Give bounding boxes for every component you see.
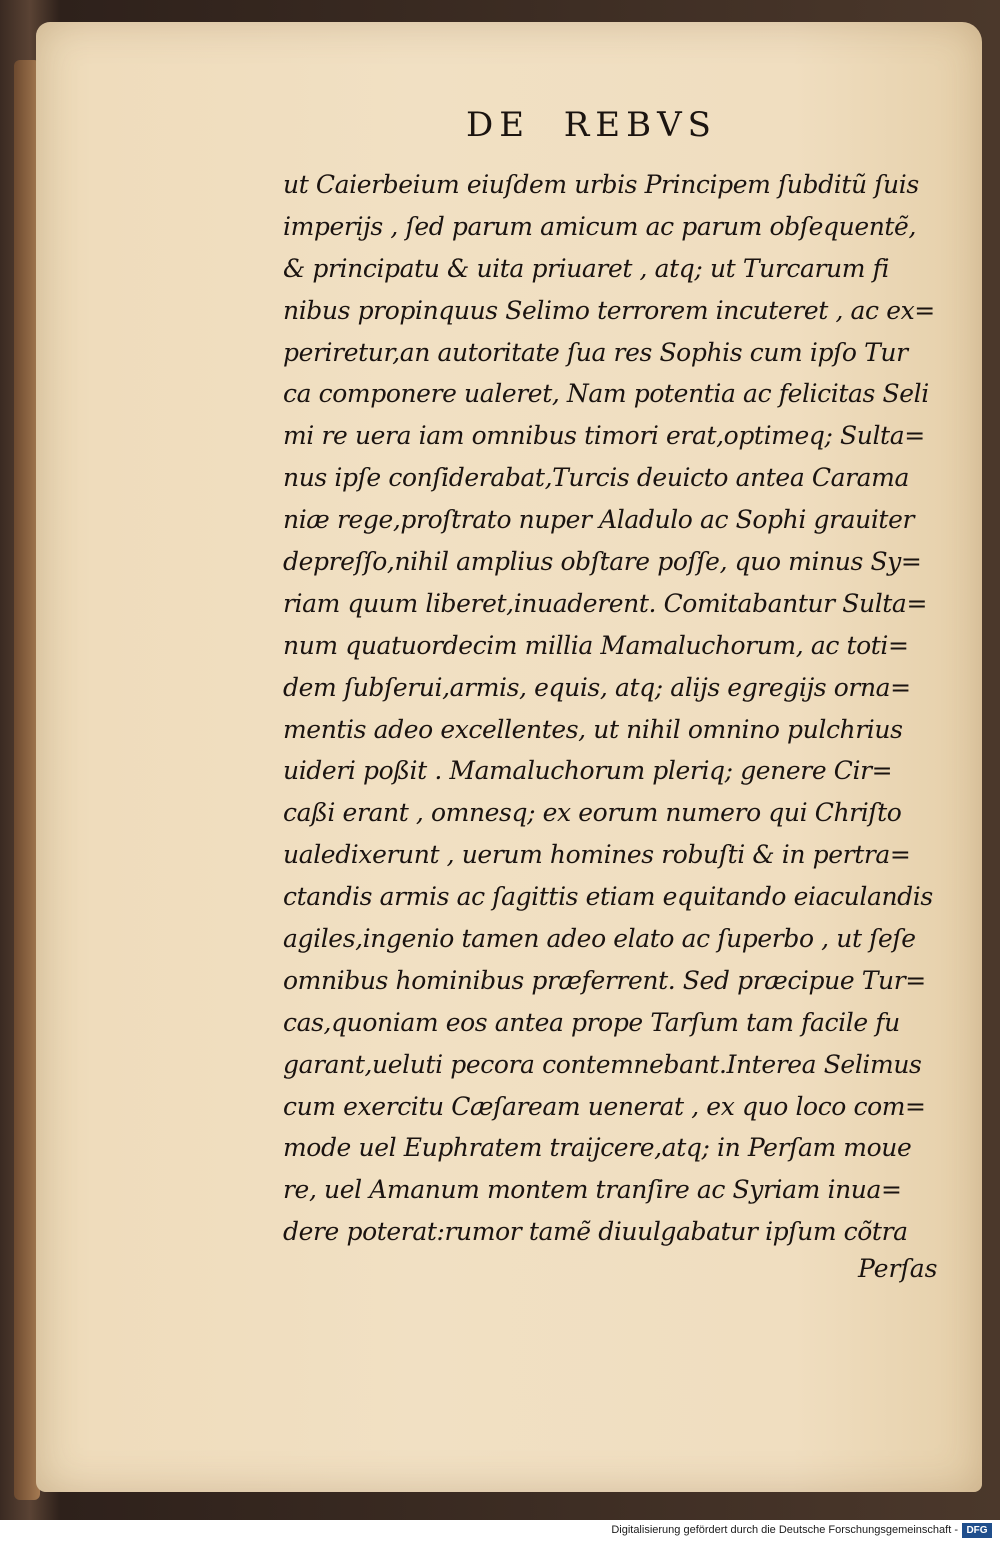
text-line: periretur,an autoritate ſua res Sophis cum ipſo Tur — [283, 337, 908, 367]
text-line: mentis adeo excellentes, ut nihil omnino pulchrius — [283, 714, 903, 744]
text-line: caßi erant , omnesq; ex eorum numero qui Chriſto — [283, 798, 902, 828]
text-line: dem ſubſerui,armis, equis, atq; alijs egregijs orna= — [283, 672, 911, 702]
footer-bar — [0, 1520, 1000, 1543]
text-line: niæ rege,proſtrato nuper Aladulo ac Sophi grauiter — [283, 505, 915, 535]
text-line: ualedixerunt , uerum homines robuſti & in pertra= — [283, 840, 911, 870]
funding-credit: Digitalisierung gefördert durch die Deutsche Forschungsgemeinschaft - — [611, 1524, 958, 1536]
text-line: ctandis armis ac ſagittis etiam equitando eiaculandis — [283, 882, 933, 912]
text-line: ca componere ualeret, Nam potentia ac felicitas Seli — [283, 379, 929, 409]
text-line: num quatuordecim millia Mamaluchorum, ac toti= — [283, 630, 909, 660]
text-line: nibus propinquus Selimo terrorem incuteret , ac ex= — [283, 295, 935, 325]
text-line: mode uel Euphratem traijcere,atq; in Perſam moue — [283, 1133, 912, 1163]
text-line: uideri poßit . Mamaluchorum pleriq; genere Cir= — [283, 756, 893, 786]
text-line: & principatu & uita priuaret , atq; ut Turcarum fi — [283, 253, 890, 283]
text-line: agiles,ingenio tamen adeo elato ac ſuperbo , ut ſeſe — [283, 924, 916, 954]
text-line: ut Caierbeium eiuſdem urbis Principem ſubditũ ſuis — [283, 170, 919, 199]
text-line: nus ipſe conſiderabat,Turcis deuicto antea Carama — [283, 463, 909, 493]
text-line: omnibus hominibus præferrent. Sed præcipue Tur= — [283, 965, 926, 995]
text-line: riam quum liberet,inuaderent. Comitabantur Sulta= — [283, 588, 927, 618]
catchword: Perſas — [858, 1254, 938, 1283]
dfg-logo-icon[interactable]: DFG — [962, 1523, 992, 1538]
text-line: garant,ueluti pecora contemnebant.Interea Selimus — [283, 1049, 922, 1079]
text-line: cas,quoniam eos antea prope Tarſum tam facile fu — [283, 1007, 900, 1037]
running-head: DE REBVS — [466, 105, 717, 145]
text-line: depreſſo,nihil amplius obſtare poſſe, quo minus Sy= — [283, 547, 922, 577]
text-line: cum exercitu Cæſaream uenerat , ex quo loco com= — [283, 1091, 926, 1121]
text-line: mi re uera iam omnibus timori erat,optimeq; Sulta= — [283, 421, 925, 451]
text-line: dere poterat:rumor tamẽ diuulgabatur ipſum cõtra — [283, 1217, 908, 1247]
text-line: imperijs , ſed parum amicum ac parum obſequentẽ, — [283, 211, 916, 241]
body-text — [283, 164, 963, 1253]
text-line: re, uel Amanum montem tranſire ac Syriam inua= — [283, 1175, 902, 1205]
